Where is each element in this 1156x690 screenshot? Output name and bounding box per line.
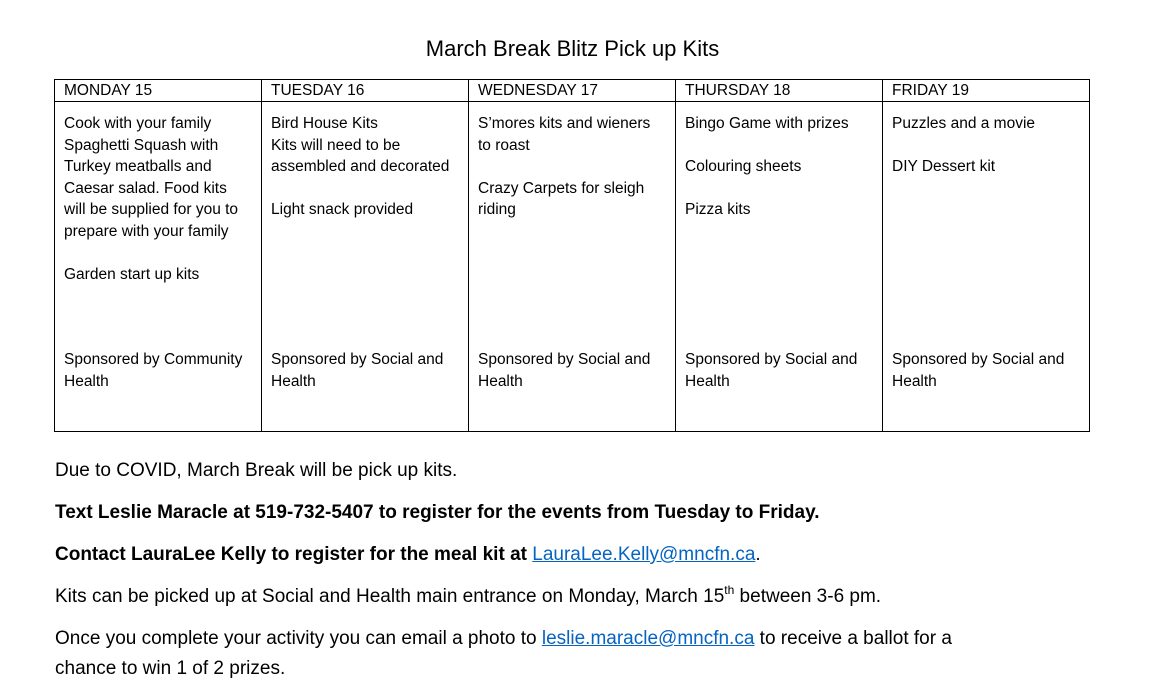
sponsor-line: Sponsored by Social and <box>892 351 1065 368</box>
tuesday-line: assembled and decorated <box>271 158 450 176</box>
cell-friday <box>883 102 1090 432</box>
monday-line: Cook with your family <box>64 115 212 132</box>
cell-wednesday <box>469 102 676 432</box>
page-title: March Break Blitz Pick up Kits <box>425 36 720 61</box>
wednesday-line: to roast <box>478 136 530 154</box>
activities-row <box>55 102 1090 432</box>
pickup-suffix: between 3-6 pm. <box>734 586 882 607</box>
header-friday: FRIDAY 19 <box>883 80 1090 102</box>
pickup-note <box>55 582 881 612</box>
wednesday-line: Crazy Carpets for sleigh <box>478 179 645 197</box>
text-leslie-note: Text Leslie Maracle at 519-732-5407 to register for the events from Tuesday to Friday. <box>55 502 820 523</box>
contact-laura-note <box>55 540 761 570</box>
friday-line: DIY Dessert kit <box>892 158 996 176</box>
thursday-sponsor <box>685 349 874 392</box>
monday-line: Turkey meatballs and <box>64 158 212 176</box>
monday-line: Garden start up kits <box>64 266 200 284</box>
tuesday-sponsor <box>271 349 460 392</box>
sponsor-line: Health <box>685 372 730 390</box>
sponsor-line: Sponsored by Community <box>64 351 243 368</box>
tuesday-line: Light snack provided <box>271 201 414 219</box>
sponsor-line: Sponsored by Social and <box>478 351 651 368</box>
thursday-line: Bingo Game with prizes <box>685 115 849 132</box>
contact-prefix: Contact LauraLee Kelly to register for the meal kit at <box>55 544 533 565</box>
photo-note <box>55 624 1055 684</box>
cell-tuesday <box>262 102 469 432</box>
cell-thursday <box>676 102 883 432</box>
monday-sponsor <box>64 349 253 392</box>
friday-sponsor <box>892 349 1081 392</box>
monday-line: prepare with your family <box>64 222 229 240</box>
sponsor-line: Health <box>271 372 316 390</box>
leslie-email-link[interactable]: leslie.maracle@mncfn.ca <box>541 628 755 649</box>
monday-line: Spaghetti Squash with <box>64 136 219 154</box>
pickup-prefix: Kits can be picked up at Social and Health main entrance on Monday, March 15 <box>55 586 725 607</box>
pickup-superscript: th <box>724 583 735 597</box>
tuesday-line: Bird House Kits <box>271 115 378 132</box>
sponsor-line: Health <box>892 372 937 390</box>
sponsor-line: Sponsored by Social and <box>271 351 444 368</box>
wednesday-line: riding <box>478 201 516 219</box>
sponsor-line: Health <box>478 372 523 390</box>
monday-line: Caesar salad. Food kits <box>64 179 227 197</box>
header-thursday: THURSDAY 18 <box>676 80 883 102</box>
photo-suffix: to receive a ballot for a <box>754 628 952 649</box>
thursday-line: Pizza kits <box>685 201 751 219</box>
header-wednesday: WEDNESDAY 17 <box>469 80 676 102</box>
monday-line: will be supplied for you to <box>64 201 239 219</box>
laura-email-link[interactable]: LauraLee.Kelly@mncfn.ca <box>532 544 756 565</box>
wednesday-sponsor <box>478 349 667 392</box>
header-monday: MONDAY 15 <box>55 80 262 102</box>
sponsor-line: Health <box>64 372 109 390</box>
wednesday-line: S’mores kits and wieners <box>478 115 651 132</box>
friday-line: Puzzles and a movie <box>892 115 1036 132</box>
header-tuesday: TUESDAY 16 <box>262 80 469 102</box>
thursday-line: Colouring sheets <box>685 158 802 176</box>
tuesday-line: Kits will need to be <box>271 136 401 154</box>
photo-suffix-line2: chance to win 1 of 2 prizes. <box>55 658 286 679</box>
contact-suffix: . <box>755 544 761 565</box>
header-row <box>55 80 1090 102</box>
schedule-table <box>54 79 1090 432</box>
covid-note: Due to COVID, March Break will be pick up kits. <box>55 460 458 481</box>
sponsor-line: Sponsored by Social and <box>685 351 858 368</box>
cell-monday <box>55 102 262 432</box>
photo-prefix: Once you complete your activity you can email a photo to <box>55 628 542 649</box>
